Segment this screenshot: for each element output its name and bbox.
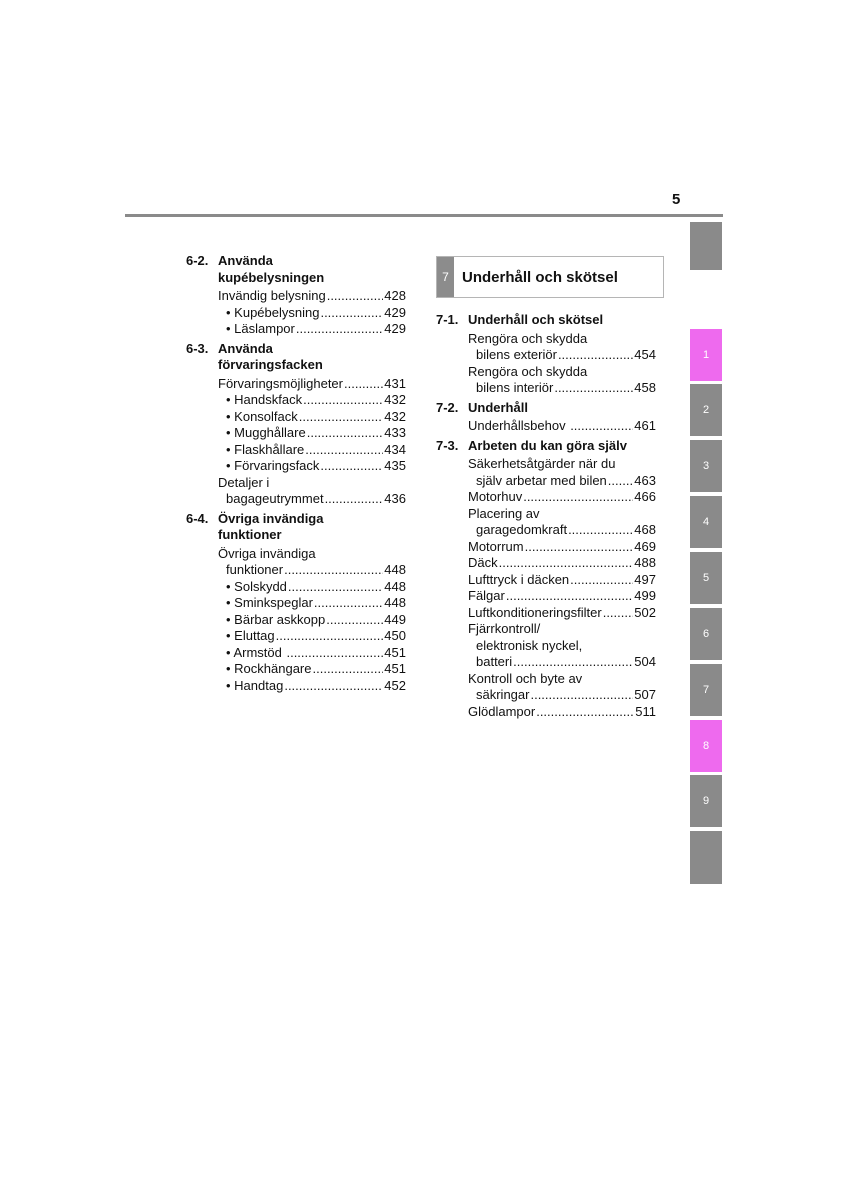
toc-entry[interactable] <box>226 321 406 338</box>
toc-entry-text: • Flaskhållare <box>226 441 305 457</box>
toc-page-number: 504 <box>634 654 656 669</box>
toc-entry-text: Fälgar <box>468 588 505 603</box>
toc-section-heading[interactable] <box>436 400 656 417</box>
toc-leader-dots <box>320 458 383 475</box>
toc-page-number: 434 <box>384 441 406 457</box>
chapter-tab-1[interactable]: 1 <box>690 329 722 381</box>
toc-entry[interactable] <box>218 546 406 579</box>
toc-entry-line <box>468 671 656 688</box>
toc-leader-dots <box>554 380 633 397</box>
toc-page-number: 448 <box>384 578 406 594</box>
toc-section-number: 7-1. <box>436 312 459 327</box>
toc-page-number: 428 <box>384 288 406 303</box>
toc-entry[interactable] <box>468 572 656 589</box>
toc-entry[interactable] <box>226 645 406 662</box>
toc-leader-dots <box>296 321 383 338</box>
toc-section-title: Underhåll och skötsel <box>468 312 604 327</box>
toc-section-number: 7-3. <box>436 437 459 453</box>
toc-entry-text: säkringar <box>476 687 530 702</box>
toc-page-number: 450 <box>384 628 406 643</box>
toc-section-title: Arbeten du kan göra själv <box>468 437 627 453</box>
toc-leader-dots <box>326 612 383 629</box>
toc-entry-line <box>476 380 656 397</box>
toc-entry-line <box>218 546 406 563</box>
header-rule <box>125 214 723 217</box>
toc-entry[interactable] <box>226 678 406 695</box>
toc-leader-dots <box>276 628 384 645</box>
toc-entry-line <box>476 638 656 655</box>
chapter-title: Underhåll och skötsel <box>462 268 618 286</box>
toc-entry-text: Detaljer i <box>218 474 270 490</box>
toc-entry[interactable] <box>468 605 656 622</box>
toc-entry-text: Luftkonditioneringsfilter <box>468 604 602 620</box>
toc-leader-dots <box>523 489 633 506</box>
toc-entry-text: • Solskydd <box>226 578 287 594</box>
toc-page-number: 466 <box>634 489 656 504</box>
toc-page-number: 502 <box>634 604 656 620</box>
toc-section-title: Använda kupébelysningen <box>218 253 325 285</box>
toc-entry[interactable] <box>226 425 406 442</box>
toc-leader-dots <box>305 442 383 459</box>
toc-section-title: Underhåll <box>468 399 528 415</box>
toc-entry[interactable] <box>468 506 656 539</box>
toc-entry-text: Däck <box>468 555 498 570</box>
toc-leader-dots <box>525 539 634 556</box>
toc-entry-text: Säkerhetsåtgärder när du <box>468 456 616 471</box>
toc-leader-dots <box>313 661 384 678</box>
toc-entry-text: Invändig belysning <box>218 288 326 303</box>
toc-entry[interactable] <box>226 305 406 322</box>
toc-entry-text: Underhållsbehov <box>468 418 570 433</box>
toc-entry-text: garagedomkraft <box>476 522 568 537</box>
toc-section-heading[interactable] <box>186 253 406 286</box>
toc-page-number: 511 <box>635 703 656 719</box>
chapter-tab-blank[interactable] <box>690 222 722 270</box>
toc-entry-text: Motorhuv <box>468 489 523 504</box>
chapter-heading <box>436 256 664 298</box>
toc-entry[interactable] <box>468 539 656 556</box>
toc-section-heading[interactable] <box>436 438 656 455</box>
toc-entry-text: bilens exteriör <box>476 347 557 362</box>
toc-page-number: 468 <box>634 522 656 537</box>
chapter-tab-5[interactable]: 5 <box>690 552 722 604</box>
toc-entry[interactable] <box>218 475 406 508</box>
chapter-tab-8[interactable]: 8 <box>690 720 722 772</box>
toc-entry[interactable] <box>468 621 656 671</box>
toc-entry[interactable] <box>468 704 656 721</box>
toc-entry-text: Glödlampor <box>468 703 536 719</box>
toc-entry-line <box>226 562 406 579</box>
toc-page-number: 499 <box>634 588 656 603</box>
toc-leader-dots <box>303 392 383 409</box>
toc-entry-text: funktioner <box>226 562 284 577</box>
toc-entry[interactable] <box>226 458 406 475</box>
toc-leader-dots <box>307 425 384 442</box>
toc-section-title: Övriga invändiga funktioner <box>218 510 324 542</box>
toc-entry-text: bagageutrymmet <box>226 491 324 506</box>
toc-entry-text: Övriga invändiga <box>218 545 316 561</box>
toc-entry[interactable] <box>226 579 406 596</box>
toc-entry[interactable] <box>468 671 656 704</box>
toc-entry[interactable] <box>226 595 406 612</box>
toc-page-number: 436 <box>384 491 406 506</box>
toc-leader-dots <box>314 595 383 612</box>
toc-page-number: 452 <box>384 677 406 693</box>
toc-page-number: 448 <box>384 595 406 610</box>
toc-section-number: 6-4. <box>186 510 209 526</box>
toc-leader-dots <box>284 562 383 579</box>
toc-entry[interactable] <box>468 489 656 506</box>
toc-entry[interactable] <box>468 456 656 489</box>
toc-leader-dots <box>506 588 633 605</box>
toc-entry-text: • Bärbar askkopp <box>226 611 326 627</box>
chapter-tab-3[interactable]: 3 <box>690 440 722 492</box>
toc-leader-dots <box>286 645 383 662</box>
chapter-tab-9[interactable]: 9 <box>690 775 722 827</box>
toc-leader-dots <box>288 579 383 596</box>
toc-entry-text: Rengöra och skydda <box>468 330 588 346</box>
toc-entry-line <box>218 475 406 492</box>
toc-entry-text: Kontroll och byte av <box>468 670 583 686</box>
toc-entry-text: bilens interiör <box>476 380 554 395</box>
toc-entry-text: • Sminkspeglar <box>226 595 313 610</box>
chapter-tab-4[interactable]: 4 <box>690 496 722 548</box>
toc-entry-line <box>468 506 656 523</box>
toc-entry-line <box>468 364 656 381</box>
toc-entry[interactable] <box>468 555 656 572</box>
toc-entry-text: • Kupébelysning <box>226 304 320 320</box>
toc-leader-dots <box>530 687 633 704</box>
toc-entry[interactable] <box>226 628 406 645</box>
toc-page-number: 507 <box>634 687 656 702</box>
toc-leader-dots <box>513 654 633 671</box>
toc-leader-dots <box>568 522 633 539</box>
toc-page-number: 432 <box>384 408 406 424</box>
chapter-tab-6[interactable]: 6 <box>690 608 722 660</box>
toc-page-number: 429 <box>384 304 406 320</box>
chapter-tab-7[interactable]: 7 <box>690 664 722 716</box>
toc-entry-text: elektronisk nyckel, <box>476 637 583 653</box>
toc-section-heading[interactable] <box>186 511 406 544</box>
toc-entry-text: • Rockhängare <box>226 661 312 676</box>
toc-entry-line <box>476 687 656 704</box>
toc-entry-text: • Konsolfack <box>226 408 298 424</box>
toc-page-number: 435 <box>384 458 406 473</box>
toc-entry[interactable] <box>468 588 656 605</box>
toc-entry-line <box>476 473 656 490</box>
toc-page-number: 461 <box>634 418 656 433</box>
toc-entry[interactable] <box>468 364 656 397</box>
toc-leader-dots <box>284 678 383 695</box>
toc-entry-text: batteri <box>476 654 513 669</box>
toc-left-column <box>186 253 406 694</box>
toc-entry-text: • Handtag <box>226 677 284 693</box>
toc-section-heading[interactable] <box>186 341 406 374</box>
toc-entry-text: Fjärrkontroll/ <box>468 621 541 636</box>
chapter-number: 7 <box>437 257 454 297</box>
toc-entry[interactable] <box>468 418 656 435</box>
toc-entry-line <box>468 456 656 473</box>
toc-entry-text: • Handskfack <box>226 392 303 407</box>
toc-right-column <box>436 312 656 720</box>
toc-entry-text: Rengöra och skydda <box>468 363 588 379</box>
toc-section-number: 6-2. <box>186 253 209 268</box>
page-number: 5 <box>672 191 681 208</box>
toc-leader-dots <box>570 418 633 435</box>
toc-entry-text: • Förvaringsfack <box>226 458 320 473</box>
toc-page-number: 458 <box>634 380 656 395</box>
toc-entry-text: själv arbetar med bilen <box>476 472 607 488</box>
toc-leader-dots <box>558 347 633 364</box>
toc-page-number: 497 <box>634 571 656 587</box>
toc-section-number: 7-2. <box>436 399 459 415</box>
toc-entry-text: • Armstöd <box>226 644 286 660</box>
toc-entry-text: Placering av <box>468 505 540 521</box>
toc-page-number: 451 <box>384 644 406 660</box>
toc-entry-text: • Mugghållare <box>226 425 306 440</box>
toc-entry-line <box>468 621 656 638</box>
toc-entry[interactable] <box>226 442 406 459</box>
toc-page-number: 469 <box>634 538 656 554</box>
toc-entry[interactable] <box>226 392 406 409</box>
toc-leader-dots <box>299 409 384 426</box>
toc-leader-dots <box>536 704 634 721</box>
toc-entry-line <box>226 491 406 508</box>
toc-page-number: 449 <box>384 611 406 627</box>
toc-leader-dots <box>603 605 634 622</box>
toc-page-number: 433 <box>384 425 406 440</box>
chapter-tab-blank[interactable] <box>690 831 722 884</box>
toc-entry-line <box>476 654 656 671</box>
toc-entry[interactable] <box>226 409 406 426</box>
toc-entry-text: Lufttryck i däcken <box>468 571 570 587</box>
toc-leader-dots <box>325 491 384 508</box>
toc-page-number: 431 <box>384 375 406 391</box>
toc-page-number: 429 <box>384 321 406 336</box>
toc-leader-dots <box>344 376 383 393</box>
toc-entry-text: • Eluttag <box>226 628 275 643</box>
toc-entry[interactable] <box>218 376 406 393</box>
toc-leader-dots <box>499 555 634 572</box>
toc-entry-line <box>476 347 656 364</box>
toc-entry[interactable] <box>468 331 656 364</box>
toc-page-number: 454 <box>634 347 656 362</box>
toc-leader-dots <box>320 305 383 322</box>
toc-entry-text: Förvaringsmöjligheter <box>218 375 343 391</box>
toc-entry-line <box>476 522 656 539</box>
toc-entry-line <box>468 331 656 348</box>
toc-leader-dots <box>570 572 633 589</box>
toc-entry[interactable] <box>218 288 406 305</box>
toc-entry[interactable] <box>226 612 406 629</box>
toc-page-number: 432 <box>384 392 406 407</box>
toc-page-number: 463 <box>634 472 656 488</box>
toc-leader-dots <box>327 288 384 305</box>
toc-section-title: Använda förvaringsfacken <box>218 340 323 372</box>
chapter-tab-2[interactable]: 2 <box>690 384 722 436</box>
toc-entry-text: • Läslampor <box>226 321 295 336</box>
toc-leader-dots <box>608 473 634 490</box>
toc-entry-text: Motorrum <box>468 538 524 554</box>
toc-page-number: 448 <box>384 562 406 577</box>
toc-section-number: 6-3. <box>186 340 209 356</box>
toc-page-number: 488 <box>634 555 656 570</box>
toc-section-heading[interactable] <box>436 312 656 329</box>
toc-page-number: 451 <box>384 661 406 676</box>
toc-entry[interactable] <box>226 661 406 678</box>
